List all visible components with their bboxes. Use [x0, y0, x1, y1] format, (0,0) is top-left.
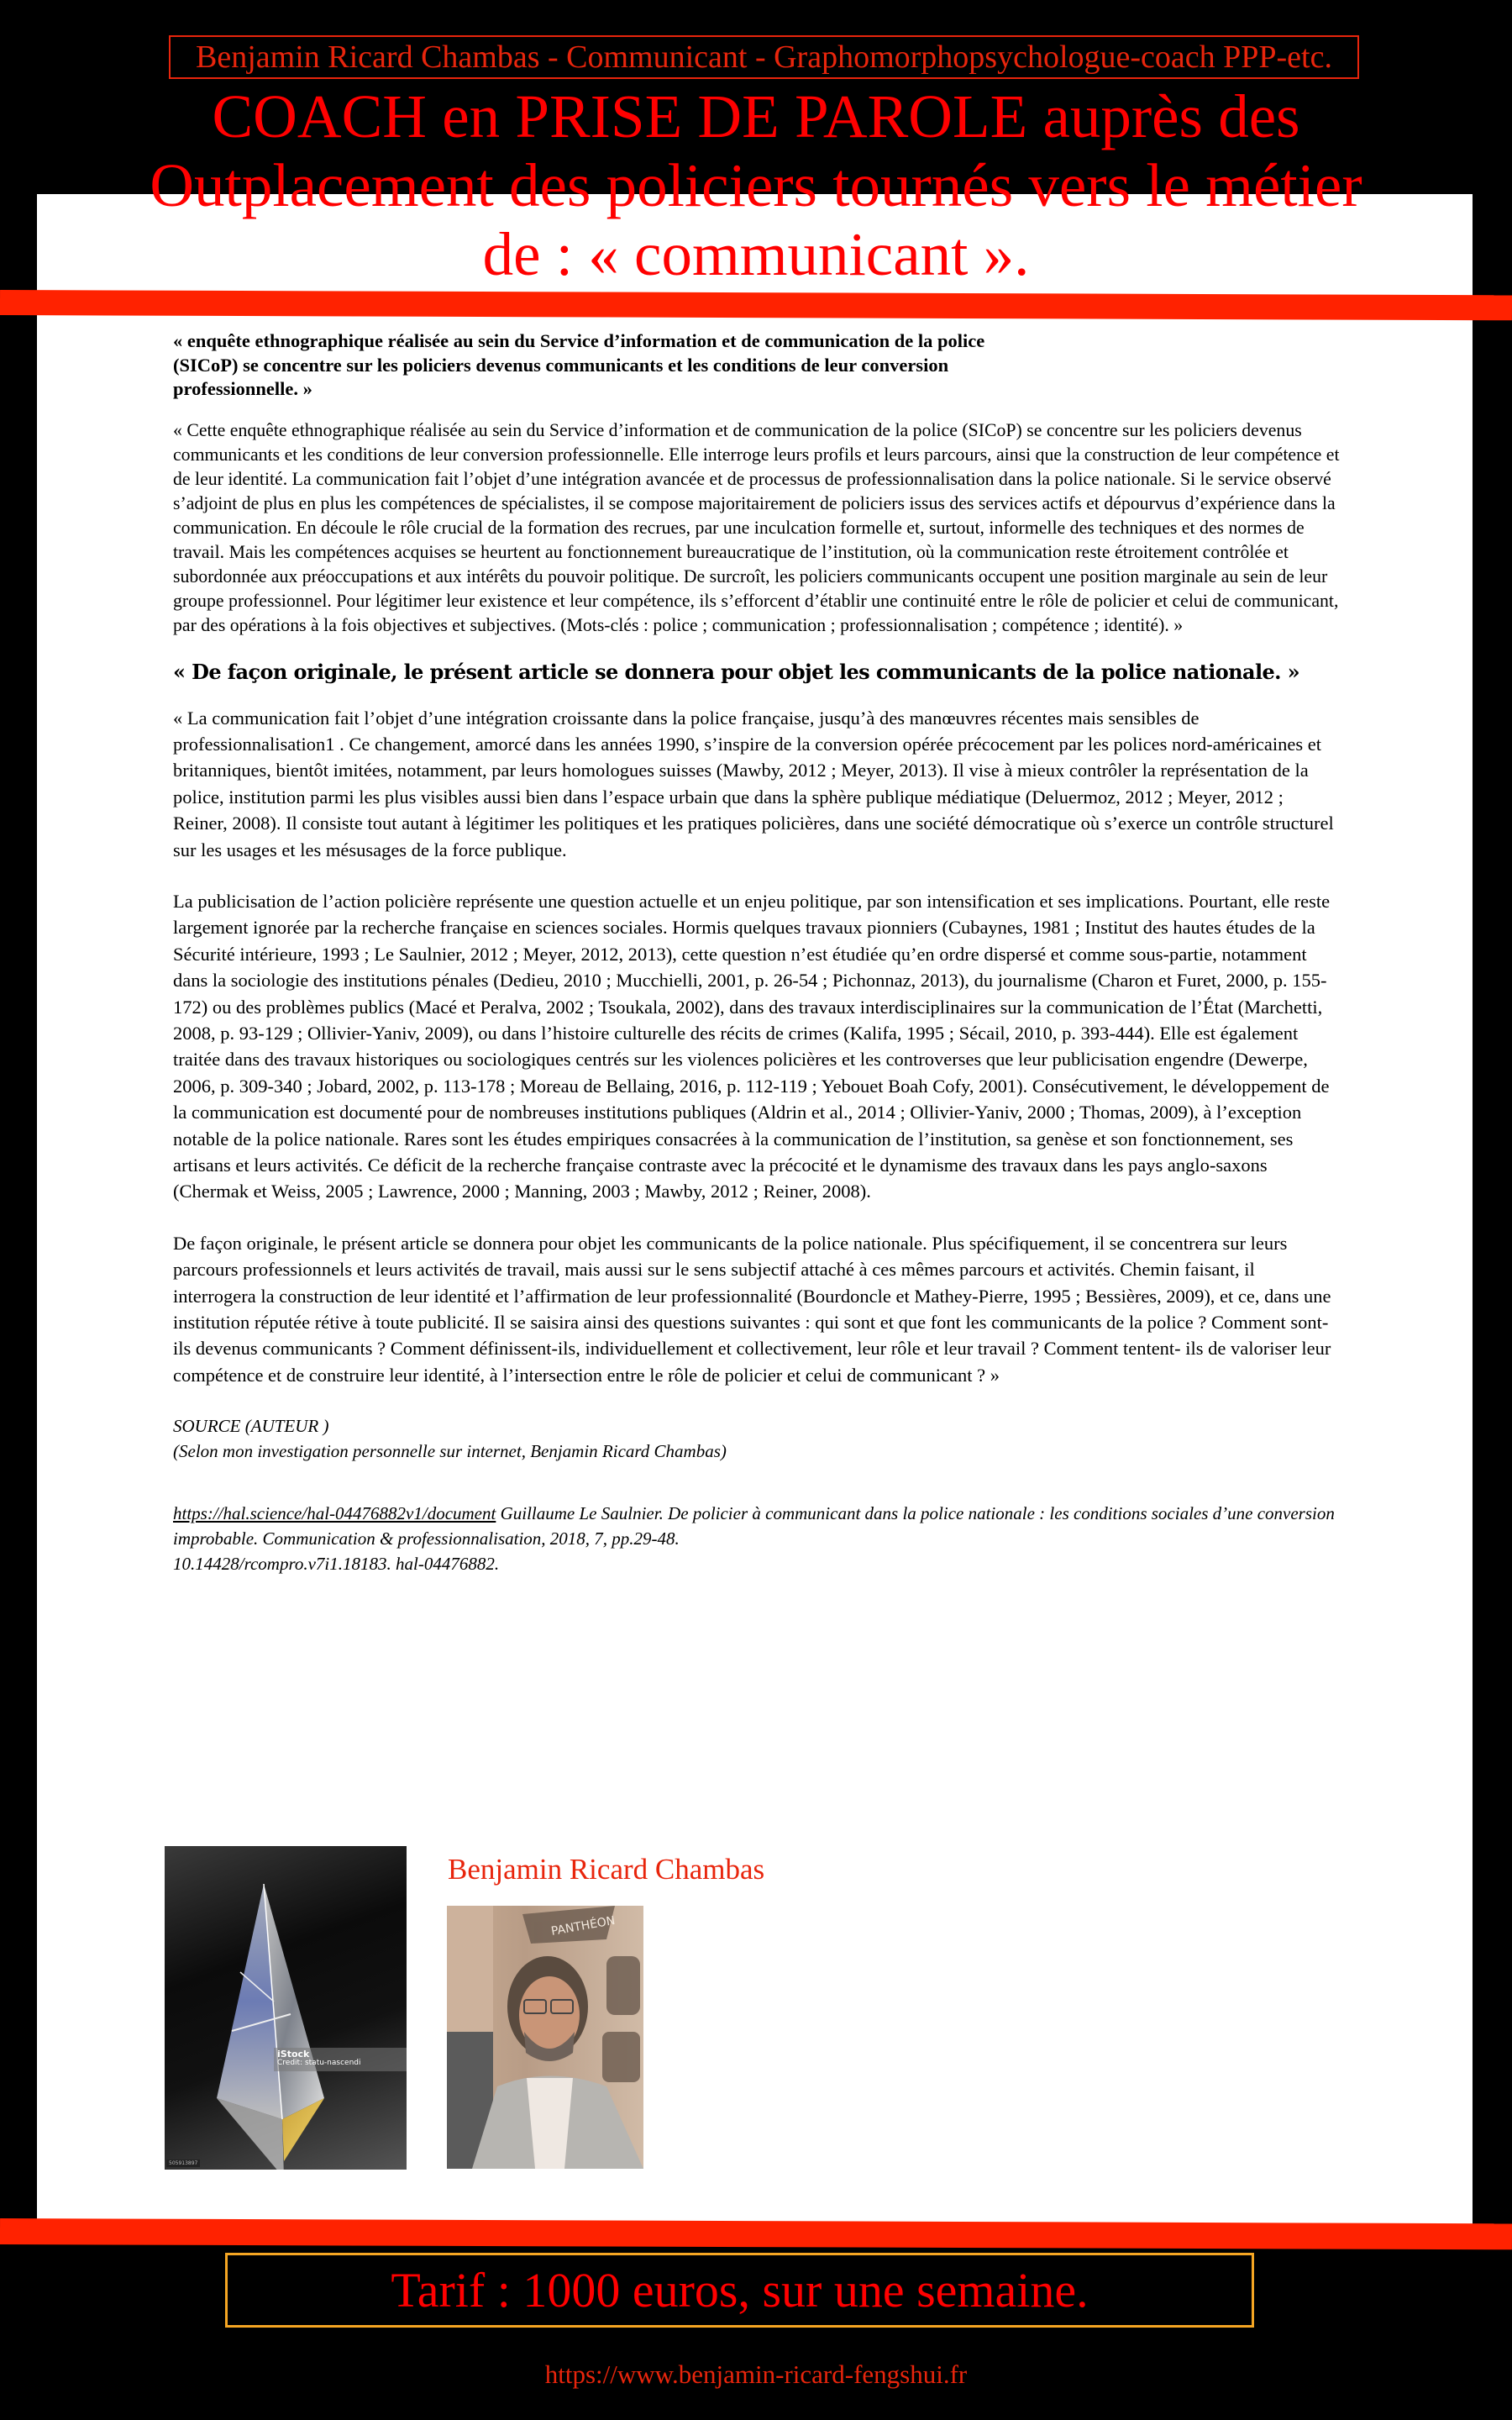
author-name: Benjamin Ricard Chambas: [448, 1853, 765, 1886]
lead-quote: « enquête ethnographique réalisée au sein du Service d’information et de communication de la police (SICoP) se concentre sur les policiers devenus communicants et les conditions de leur conversion professionnelle. »: [173, 330, 985, 399]
article-content: [173, 329, 1341, 1576]
source-note: (Selon mon investigation personnelle sur internet, Benjamin Ricard Chambas): [173, 1441, 727, 1462]
crystal-prism-icon: [165, 1846, 407, 2170]
source-citation: [173, 1501, 1341, 1551]
top-red-band: [0, 290, 1512, 320]
bottom-red-band: [0, 2218, 1512, 2249]
istock-watermark: iStock Credit: statu-nascendi: [274, 2048, 407, 2071]
svg-text:PANTHÉON: PANTHÉON: [549, 1913, 617, 1939]
tagline: Benjamin Ricard Chambas - Communicant - Graphomorphopsychologue-coach PPP-etc.: [196, 39, 1332, 75]
title-line-3: de : « communicant ».: [482, 220, 1030, 288]
citation-text: Guillaume Le Saulnier. De policier à communicant dans la police nationale : les conditions sociales d’une conversion improbable. Communication & professionnalisation, 2018, 7, pp.29-48.: [173, 1503, 1335, 1549]
abstract-paragraph: « Cette enquête ethnographique réalisée au sein du Service d’information et de communication de la police (SICoP) se concentre sur les policiers devenus communicants et les conditions de leur conversion professionnelle. Elle interroge leurs profils et leurs parcours, ainsi que la construction de leur compétence et de leur identité. La communication fait l’objet d’une intégration avancée et de processus de professionnalisation dans la police nationale. Si le service observé s’adjoint de plus en plus les compétences de spécialistes, il se compose majoritairement de policiers issus des services actifs et dépourvus d’expérience dans la communication. En découle le rôle crucial de la formation des recrues, par une inculcation formelle et, surtout, informelle des techniques et des normes de travail. Mais les compétences acquises se heurtent au fonctionnement bureaucratique de l’institution, où la communication reste étroitement contrôlée et subordonnée aux préoccupations et aux intérêts du pouvoir politique. De surcroît, les policiers communicants occupent une position marginale au sein de leur groupe professionnel. Pour légitimer leur existence et leur compétence, ils s’efforcent d’établir une continuité entre le rôle de policier et celui de communicant, par des opérations à la fois objectives et subjectives. (Mots-clés : police ; communication ; professionnalisation ; compétence ; identité). »: [173, 419, 1340, 635]
source-doi: 10.14428/rcompro.v7i1.18183. hal-04476882.: [173, 1554, 500, 1575]
tarif-box: [225, 2253, 1254, 2328]
article-paragraph-3: De façon originale, le présent article se donnera pour objet les communicants de la police nationale. Plus spécifiquement, il se concentrera sur leurs parcours professionnels et leurs activités de travail, mais aussi sur le sens subjectif attaché à ces mêmes parcours et activités. Chemin faisant, il interrogera la construction de leur identité et l’affirmation de leur professionnalité (Bourdoncle et Mathey-Pierre, 1995 ; Bessières, 2009), et ce, dans une institution réputée rétive à toute publicité. Il se saisira ainsi des questions suivantes : qui sont et que font les communicants de la police ? Comment sont-ils devenus communicants ? Comment définissent-ils, individuellement et collectivement, leur rôle et leur travail ? Comment tentent- ils de valoriser leur compétence et de construire leur identité, à l’intersection entre le rôle de policier et celui de communicant ? »: [173, 1232, 1331, 1386]
author-photo: [447, 1906, 643, 2169]
source-heading: SOURCE (AUTEUR ): [173, 1416, 329, 1437]
article-paragraph-2: La publicisation de l’action policière représente une question actuelle et un enjeu politique, par son intensification et ses implications. Pourtant, elle reste largement ignorée par la recherche française en sciences sociales. Hormis quelques travaux pionniers (Cubaynes, 1981 ; Institut des hautes études de la Sécurité intérieure, 1993 ; Le Saulnier, 2012 ; Meyer, 2012, 2013), cette question n’est étudiée qu’en ordre dispersé et comme sous-partie, notamment dans la sociologie des institutions pénales (Dedieu, 2010 ; Mucchielli, 2001, p. 26-54 ; Pichonnaz, 2013), du journalisme (Charon et Furet, 2000, p. 155-172) ou des problèmes publics (Macé et Peralva, 2002 ; Tsoukala, 2002), dans des travaux interdisciplinaires sur la communication de l’État (Marchetti, 2008, p. 93-129 ; Ollivier-Yaniv, 2009), ou dans l’histoire culturelle des récits de crimes (Kalifa, 1995 ; Sécail, 2010, p. 393-444). Elle est également traitée dans des travaux historiques ou sociologiques centrés sur les violences policières et les controverses que leur publicisation engendre (Dewerpe, 2006, p. 309-340 ; Jobard, 2002, p. 113-178 ; Moreau de Bellaing, 2016, p. 112-119 ; Yebouet Boah Cofy, 2001). Consécutivement, le développement de la communication est documenté pour de nombreuses institutions publiques (Aldrin et al., 2014 ; Ollivier-Yaniv, 2000 ; Thomas, 2009), à l’exception notable de la police nationale. Rares sont les études empiriques consacrées à la communication de l’institution, sa genèse et son fonctionnement, ses artisans et leurs activités. Ce déficit de la recherche française contraste avec la précocité et le dynamisme des travaux dans les pays anglo-saxons (Chermak et Weiss, 2005 ; Lawrence, 2000 ; Manning, 2003 ; Mawby, 2012 ; Reiner, 2008).: [173, 890, 1331, 1202]
article-paragraph-1: « La communication fait l’objet d’une intégration croissante dans la police française, jusqu’à des manœuvres récentes mais sensibles de professionnalisation1 . Ce changement, amorcé dans les années 1990, s’inspire de la conversion opérée précocement par les polices nord-américaines et britanniques, bientôt imitées, notamment, par leurs homologues suisses (Mawby, 2012 ; Meyer, 2013). Il vise à mieux contrôler la représentation de la police, institution parmi les plus visibles aussi bien dans l’espace urbain que dans la sphère publique médiatique (Deluermoz, 2012 ; Meyer, 2012 ; Reiner, 2008). Il consiste tout autant à légitimer les politiques et les pratiques policières, dans une société démocratique où s’exerce un contrôle structurel sur les usages et les mésusages de la force publique.: [173, 707, 1334, 860]
pull-quote: « De façon originale, le présent article se donnera pour objet les communicants de la police nationale. »: [173, 659, 1300, 684]
source-link[interactable]: https://hal.science/hal-04476882v1/document: [173, 1503, 496, 1524]
prism-image: [165, 1846, 407, 2170]
portrait-icon: [447, 1906, 643, 2169]
tagline-box: [169, 35, 1359, 79]
tarif-text: Tarif : 1000 euros, sur une semaine.: [391, 2263, 1089, 2317]
title-line-2: Outplacement des policiers tournés vers le métier: [150, 151, 1362, 219]
title-line-1: COACH en PRISE DE PAROLE auprès des: [212, 82, 1300, 150]
website-link[interactable]: https://www.benjamin-ricard-fengshui.fr: [544, 2360, 968, 2389]
image-id: 505913897: [166, 2160, 200, 2167]
source-section: [173, 1413, 1341, 1576]
page-title: [50, 82, 1462, 289]
